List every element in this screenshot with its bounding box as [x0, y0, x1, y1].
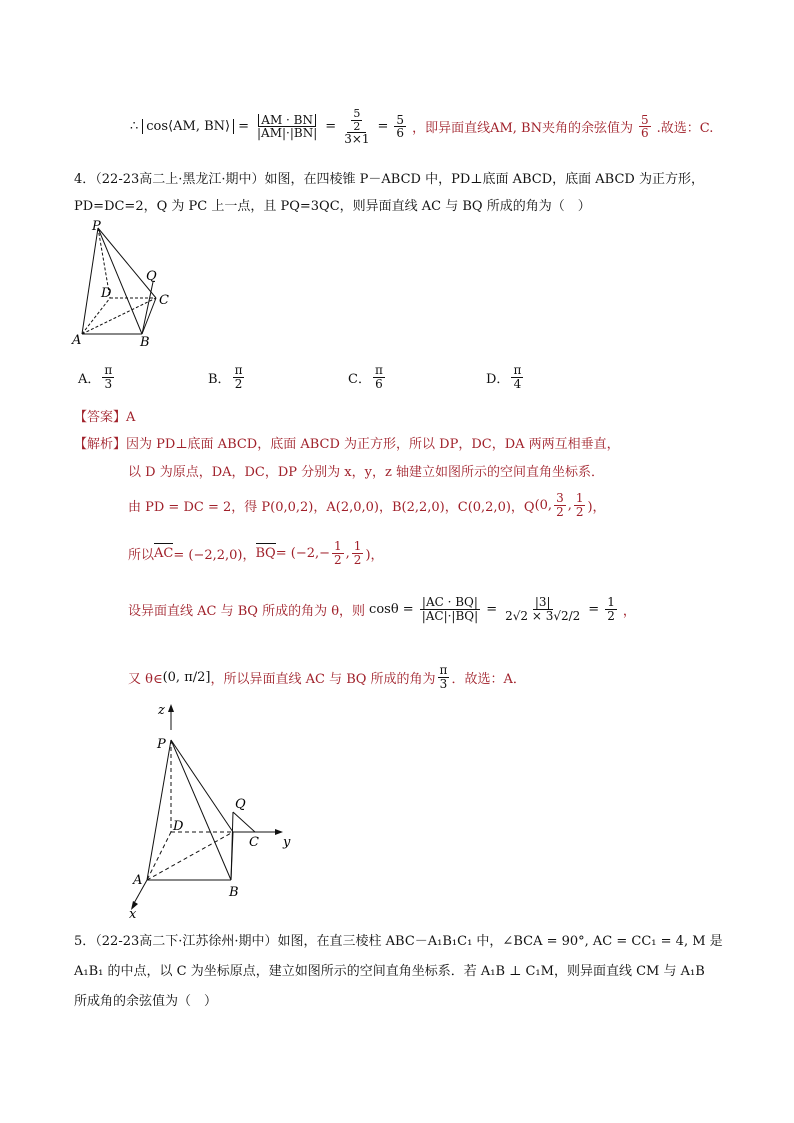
q3-conclusion: ∴ cos⟨AM, BN⟩ = $\frac{AM \cdot BN}{|AM|\cdot|BN|}$ = $\frac{\frac{5}{2}}{3\times 1}$ = $\frac{5}{6}$ ，即异面直线AM, BN夹角的余弦值为 $\frac{5}{6}$ .故选：C. [130, 107, 714, 147]
q5-stem-line2: A₁B₁ 的中点，以 C 为坐标原点，建立如图所示的空间直角坐标系．若 A₁B ⊥ C₁M，则异面直线 CM 与 A₁B [74, 964, 705, 979]
coord-label-P: P [157, 737, 166, 752]
q4-option-d[interactable]: D． $\frac{\pi}{4}$ [486, 363, 522, 391]
q4-analysis-line5: 设异面直线 AC 与 BQ 所成的角为 θ，则 cosθ = $\frac{|AC \cdot BQ|}{|AC|\cdot|BQ|}$ = $\frac{|3|}{2√2 \times 3√2/2}$ = $\frac{1}{2}$ ， [128, 595, 636, 623]
label-Q: Q [146, 269, 157, 284]
coord-label-C: C [249, 835, 259, 850]
axis-label-z: z [158, 703, 165, 718]
label-A: A [72, 333, 82, 348]
result-fraction: $\frac{5}{6}$ [396, 112, 405, 141]
q4-option-b[interactable]: B． $\frac{\pi}{2}$ [208, 363, 243, 391]
answer-fraction: $\frac{5}{6}$ [640, 112, 649, 141]
q3-statement: ，即异面直线AM, BN夹角的余弦值为 [412, 121, 633, 137]
label-P: P [92, 220, 101, 234]
therefore-symbol: ∴ [130, 119, 139, 135]
q4-stem-line2: PD=DC=2，Q 为 PC 上一点，且 PQ=3QC，则异面直线 AC 与 BQ 所成的角为（ ） [74, 199, 591, 214]
q4-option-a[interactable]: A． $\frac{\pi}{3}$ [78, 363, 113, 391]
q4-analysis-line4: 所以 AC = (−2,2,0)， BQ = (−2,− $\frac{1}{2}$ , $\frac{1}{2}$ )， [128, 539, 384, 567]
q4-analysis-line3: 由 PD = DC = 2，得 P(0,0,2)，A(2,0,0)，B(2,2,0)，C(0,2,0)，Q (0, $\frac{3}{2}$ , $\frac{1}{2}$ )， [128, 491, 606, 519]
vector-ac: AC [154, 545, 174, 561]
value-fraction: $\frac{\frac{5}{2}}{3\times 1}$ [344, 107, 370, 147]
q4-pyramid-figure [70, 220, 180, 350]
q5-stem-line1: 5．（22-23高二下·江苏徐州·期中）如图，在直三棱柱 ABC－A₁B₁C₁ 中，∠BCA = 90°, AC = CC₁ = 4, M 是 [74, 934, 723, 949]
q4-analysis-line2: 以 D 为原点，DA，DC，DP 分别为 x，y，z 轴建立如图所示的空间直角坐标系． [128, 465, 604, 480]
coord-label-A: A [133, 873, 143, 888]
q4-analysis-line6: 又 θ∈ (0, π/2] ，所以异面直线 AC 与 BQ 所成的角为 $\frac{\pi}{3}$ ．故选：A． [128, 663, 526, 691]
label-B: B [140, 335, 150, 350]
coord-label-D: D [173, 819, 184, 834]
q4-answer: 【答案】A [74, 410, 136, 425]
label-C: C [159, 293, 169, 308]
vector-fraction: $\frac{AM \cdot BN}{|AM|\cdot|BN|}$ [257, 112, 318, 141]
q3-choice: .故选：C. [656, 121, 714, 137]
q4-analysis-line1: 【解析】因为 PD⊥底面 ABCD，底面 ABCD 为正方形，所以 DP，DC，DA 两两互相垂直， [74, 437, 620, 452]
q4-coordinate-figure [125, 700, 305, 922]
q4-stem-line1: 4．（22-23高二上·黑龙江·期中）如图，在四棱锥 P－ABCD 中，PD⊥底面 ABCD，底面 ABCD 为正方形， [74, 172, 704, 187]
coord-label-Q: Q [235, 797, 246, 812]
q5-stem-line3: 所成角的余弦值为（ ） [74, 994, 218, 1009]
vector-bq: BQ [255, 545, 276, 561]
axis-label-x: x [129, 907, 137, 922]
cos-expression: cos⟨AM, BN⟩ [142, 119, 234, 134]
coord-label-B: B [229, 885, 239, 900]
q4-option-c[interactable]: C． $\frac{\pi}{6}$ [348, 363, 383, 391]
label-D: D [101, 286, 112, 301]
axis-label-y: y [283, 835, 291, 850]
